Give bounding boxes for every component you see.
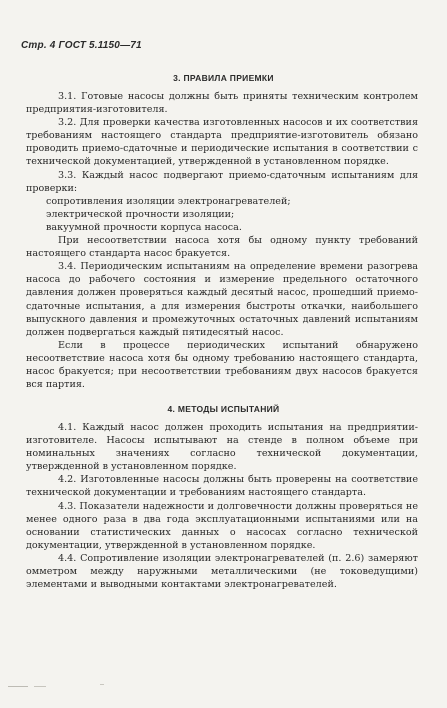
- section-4-title: 4. МЕТОДЫ ИСПЫТАНИЙ: [167, 404, 280, 414]
- paragraph-3-2: 3.2. Для проверки качества изготовленных насосов и их соответствия требованиям настоящего стандарта предприятие-изготовитель обязано проводить приемо-сдаточные и периодические испытания в соответствии с технической документацией, утвержденной в установленном порядке.: [26, 117, 418, 168]
- scan-mark: [100, 684, 104, 685]
- list-item: вакуумной прочности корпуса насоса.: [46, 221, 242, 233]
- scan-mark: [34, 686, 46, 687]
- paragraph-4-4: 4.4. Сопротивление изоляции электронагревателей (п. 2.6) замеряют омметром между наружными металлическими (не токоведущими) элементами и выводными контактами электронагревателей.: [26, 552, 418, 591]
- section-3-title: 3. ПРАВИЛА ПРИЕМКИ: [173, 73, 274, 83]
- paragraph-4-2: 4.2. Изготовленные насосы должны быть проверены на соответствие технической документации и требованиям настоящего стандарта.: [26, 474, 418, 499]
- list-item: электрической прочности изоляции;: [46, 208, 235, 220]
- section-3-body: [26, 90, 418, 391]
- scan-mark: [8, 686, 28, 687]
- paragraph-3-3: 3.3. Каждый насос подвергают приемо-сдаточным испытаниям для проверки:: [26, 169, 418, 194]
- paragraph-3-3-note: При несоответствии насоса хотя бы одному пункту требований настоящего стандарта насос бракуется.: [26, 235, 418, 260]
- page-header: Стр. 4 ГОСТ 5.1150—71: [21, 40, 142, 51]
- list-item: сопротивления изоляции электронагревателей;: [46, 195, 291, 207]
- paragraph-4-1: 4.1. Каждый насос должен проходить испытания на предприятии-изготовителе. Насосы испытывают на стенде в полном объеме при номинальных значениях согласно технической документации, утвержденной в установленном порядке.: [26, 422, 418, 473]
- paragraph-3-4-note: Если в процессе периодических испытаний обнаружено несоответствие насоса хотя бы одному требованию настоящего стандарта, насос бракуется; при несоответствии требованиям двух насосов бракуется вся партия.: [26, 339, 418, 391]
- paragraph-4-3: 4.3. Показатели надежности и долговечности должны проверяться не менее одного раза в два года эксплуатационными испытаниями или на основании статистических данных о насосах согласно технической документации, утвержденной в установленном порядке.: [26, 500, 418, 551]
- section-4-body: [26, 421, 418, 591]
- paragraph-3-1: 3.1. Готовые насосы должны быть приняты техническим контролем предприятия-изготовителя.: [26, 91, 418, 116]
- paragraph-3-4: 3.4. Периодическим испытаниям на определение времени разогрева насоса до рабочего состояния и измерение предельного остаточного давления должен проверяться каждый десятый насос, прошедший приемо-сдаточные испытания, а для измерения быстроты откачки, наибольшего выпускного давления и промежуточных остаточных давлений испытаниям должен подвергаться каждый пятидесятый насос.: [26, 261, 418, 338]
- scan-marks: [0, 686, 447, 688]
